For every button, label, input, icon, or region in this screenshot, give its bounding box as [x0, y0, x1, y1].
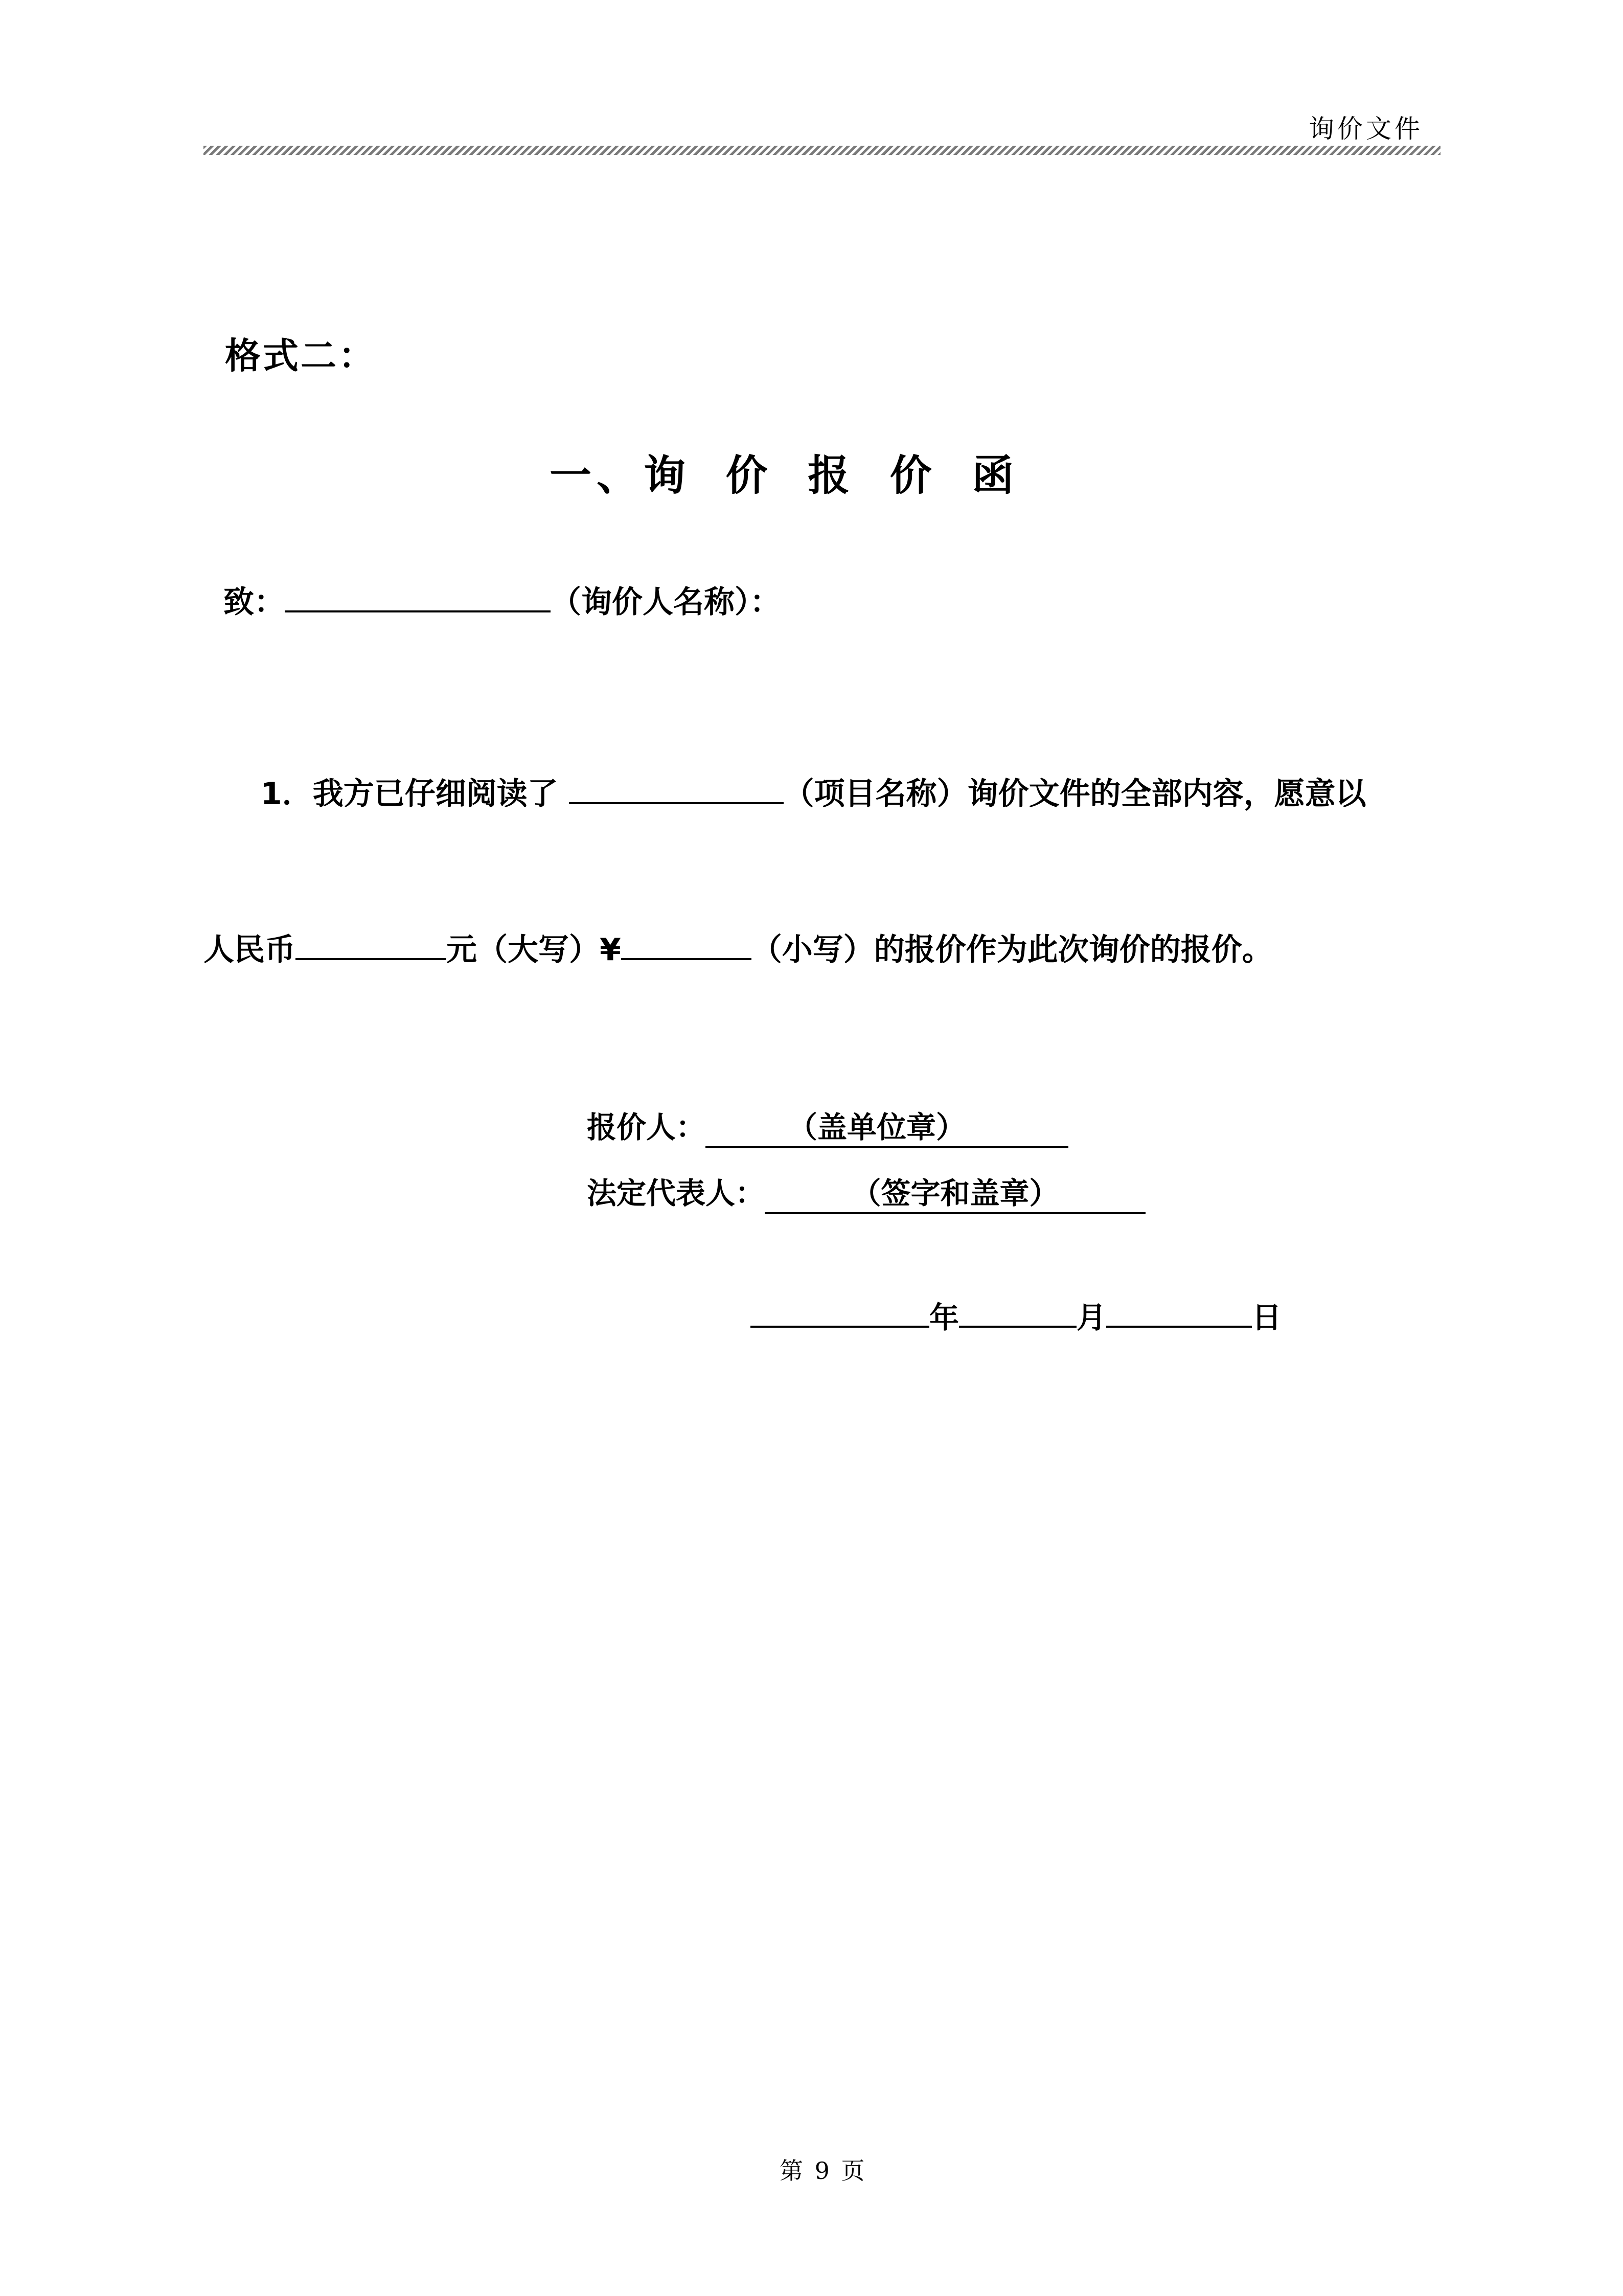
bidder-seal-field[interactable]	[705, 1103, 1068, 1148]
amount-figures-blank[interactable]	[621, 926, 751, 960]
to-suffix: （询价人名称）：	[551, 584, 781, 620]
para2-mid: 元（大写）¥	[446, 932, 621, 968]
representative-sign-note: （签字和盖章）	[851, 1176, 1059, 1211]
to-line	[223, 578, 781, 622]
bidder-seal-note: （盖单位章）	[788, 1110, 966, 1145]
representative-label: 法定代表人：	[587, 1176, 765, 1211]
day-label: 日	[1252, 1300, 1282, 1335]
month-label: 月	[1077, 1300, 1107, 1335]
year-label: 年	[929, 1300, 959, 1335]
year-blank[interactable]	[750, 1294, 929, 1328]
bidder-label: 报价人：	[587, 1110, 706, 1145]
paragraph-2	[203, 925, 1273, 969]
recipient-blank[interactable]	[285, 579, 551, 612]
para1-prefix: 1．我方已仔细阅读了	[261, 776, 558, 812]
amount-words-blank[interactable]	[295, 926, 446, 960]
date-row	[750, 1293, 1282, 1336]
page-number: 第 9 页	[780, 2157, 867, 2185]
paragraph-1	[261, 769, 1366, 813]
format-label: 格式二：	[225, 335, 376, 377]
para2-suffix: （小写）的报价作为此次询价的报价。	[751, 932, 1273, 968]
day-blank[interactable]	[1106, 1294, 1252, 1328]
to-prefix: 致：	[223, 584, 285, 620]
para1-suffix: （项目名称）询价文件的全部内容，愿意以	[783, 776, 1366, 812]
representative-sign-field[interactable]	[765, 1169, 1146, 1214]
month-blank[interactable]	[959, 1294, 1077, 1328]
project-name-blank[interactable]	[569, 770, 784, 804]
bidder-row	[587, 1103, 1068, 1148]
header-rule	[203, 146, 1441, 155]
representative-row	[587, 1169, 1146, 1214]
para2-prefix: 人民币	[203, 932, 295, 968]
header-title: 询价文件	[1309, 114, 1423, 144]
doc-title: 一、询 价 报 价 函	[550, 451, 1019, 500]
